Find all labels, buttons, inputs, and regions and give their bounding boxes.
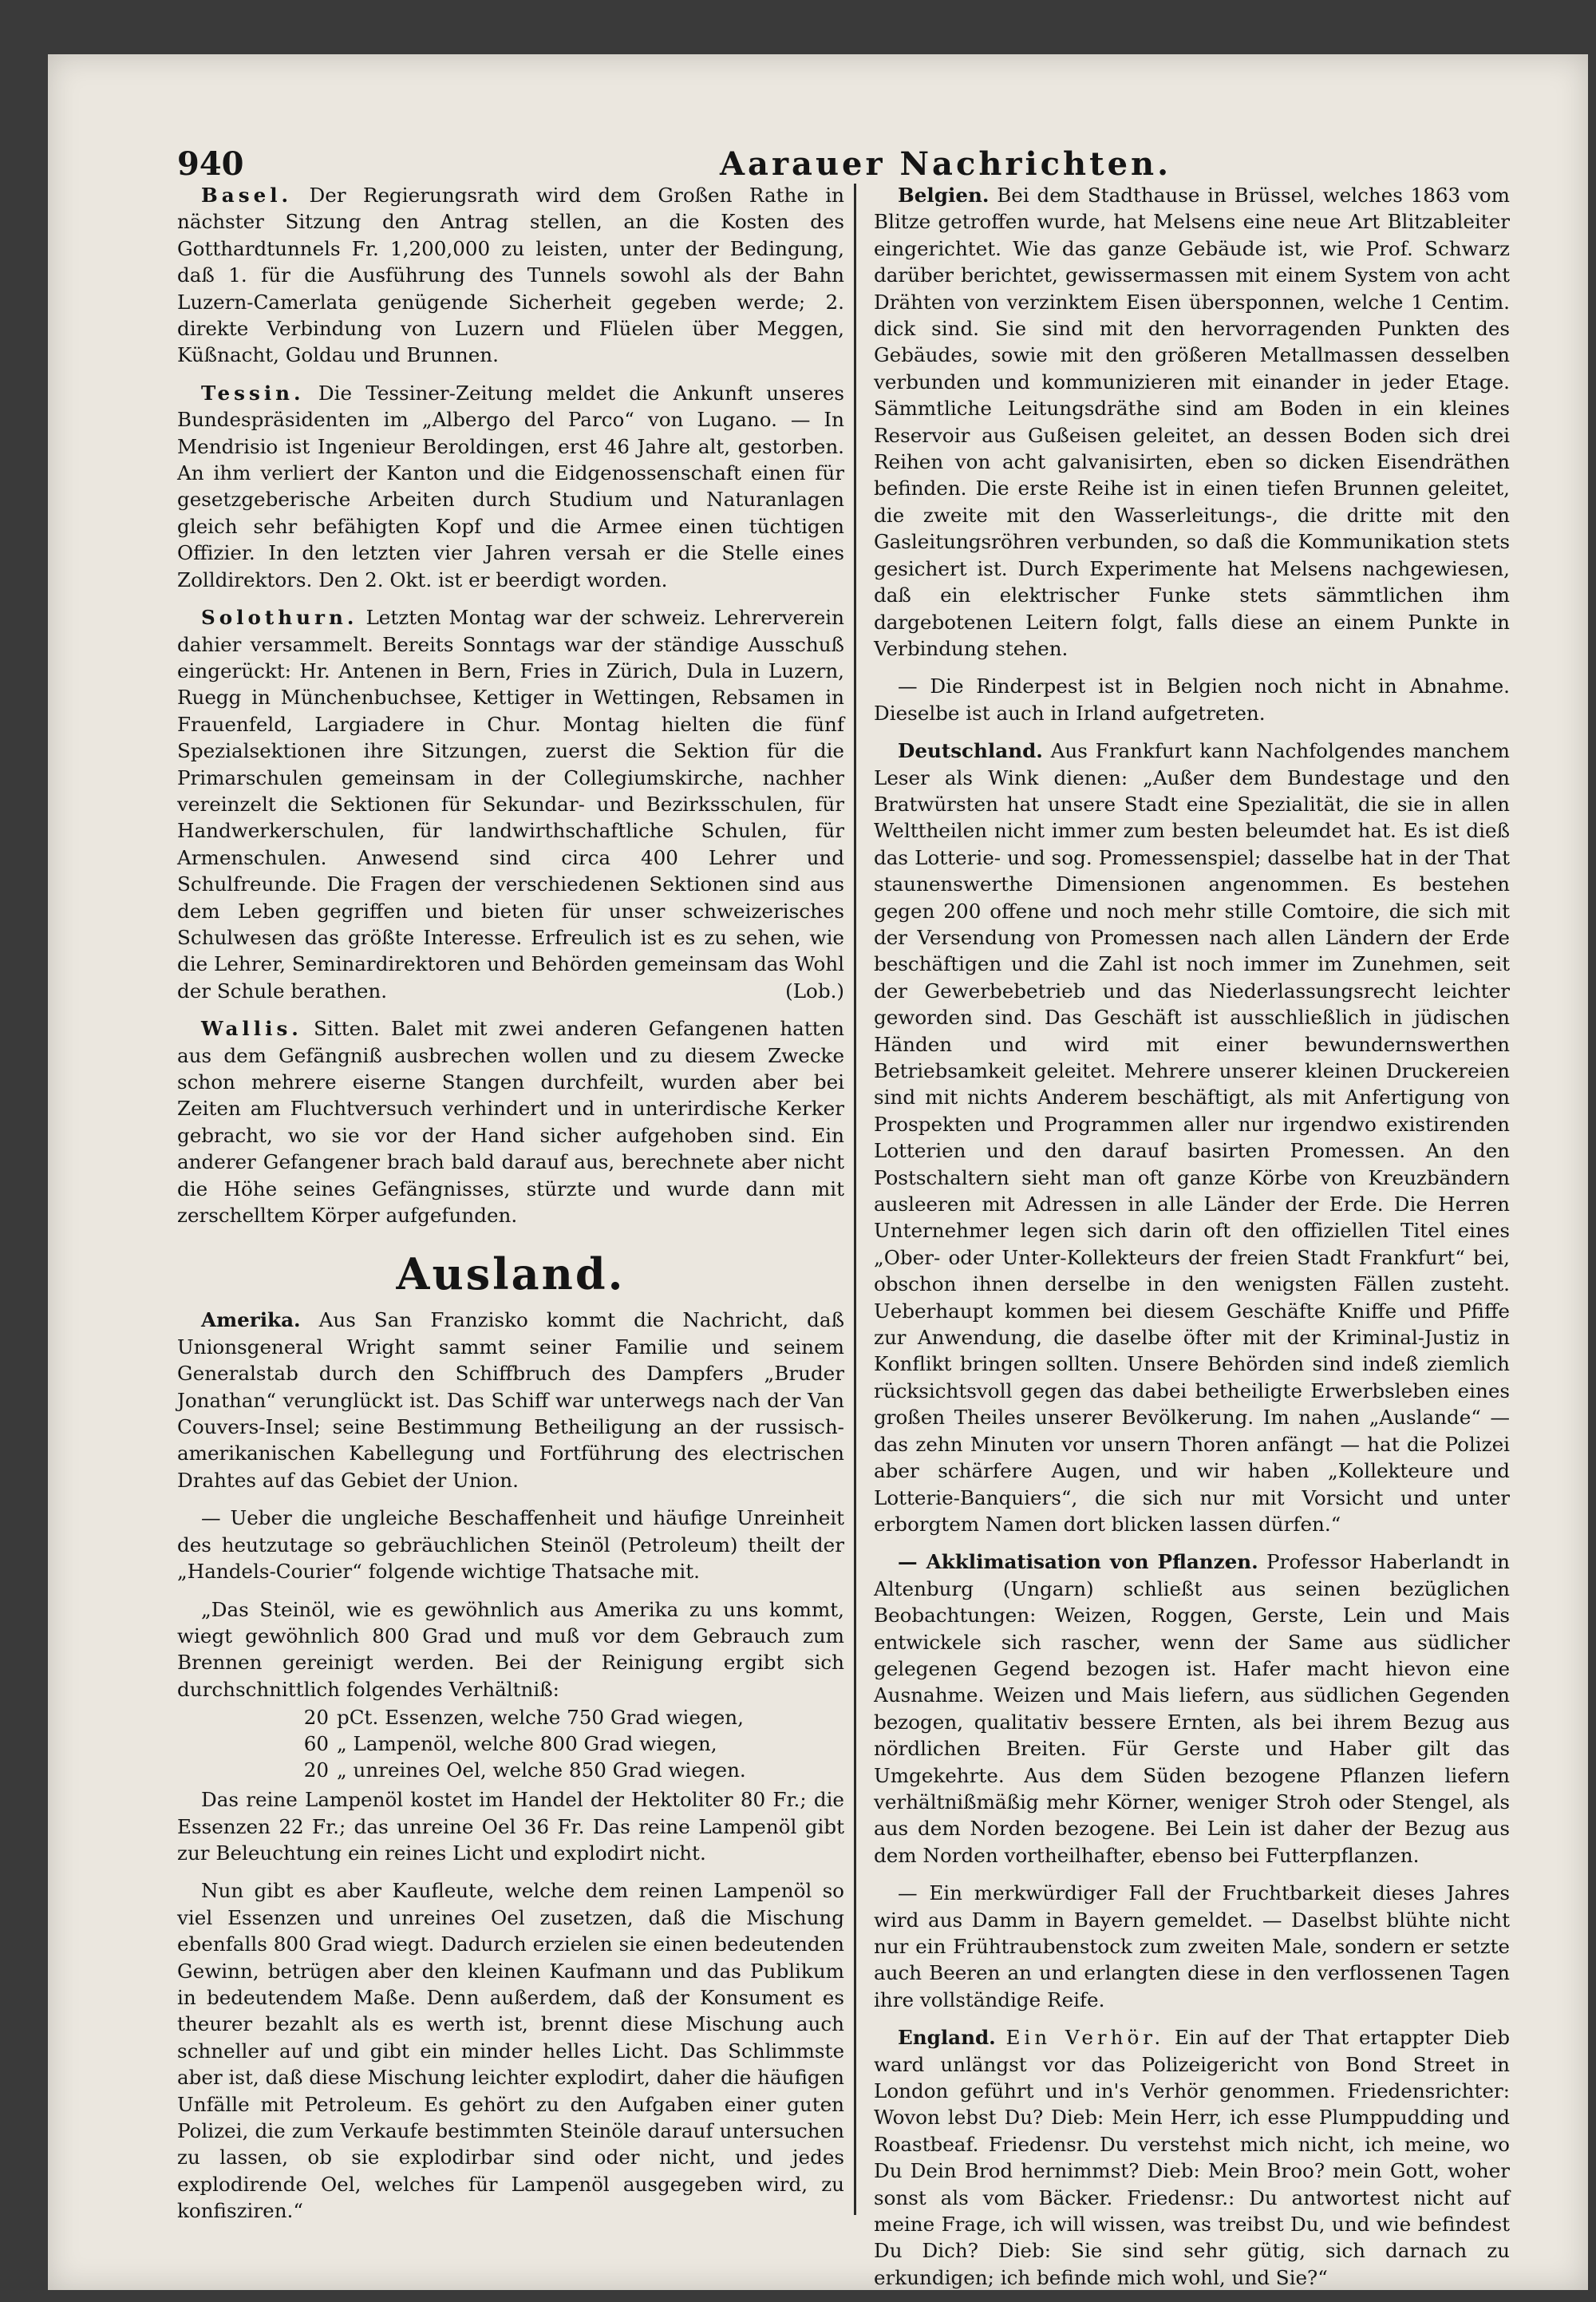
- table-row: [273, 1730, 754, 1757]
- ratio-label: pCt. Essenzen, welche 750 Grad wiegen,: [337, 1706, 744, 1730]
- article-basel: [177, 182, 844, 369]
- article-subtitle: Ein Verhör.: [1005, 2026, 1165, 2050]
- ratio-label: „ Lampenöl, welche 800 Grad wiegen,: [337, 1732, 717, 1756]
- article-steinoel-price: Das reine Lampenöl kostet im Handel der Hektoliter 80 Fr.; die Essenzen 22 Fr.; das unreine Oel 36 Fr. Das reine Lampenöl gibt zur Beleuchtung ein reines Licht und explodirt nicht.: [177, 1788, 844, 1865]
- article-steinoel-conclusion: Nun gibt es aber Kaufleute, welche dem reinen Lampenöl so viel Essenzen und unreines Oel zusetzen, daß die Mischung ebenfalls 800 Grad wiegt. Dadurch erzielen sie einen bedeutenden Gewinn, betrügen aber den kleinen Kaufmann und das Publikum in bedeutendem Maße. Denn außerdem, daß der Konsument es theurer bezahlt als es werth ist, brennt diese Mischung auch schneller auf und gibt ein minder helles Licht. Das Schlimmste aber ist, daß diese Mischung leichter explodirt, daher die häufigen Unfälle mit Petroleum. Es gehört zu den Aufgaben einer guten Polizei, die zum Verkaufe bestimmten Steinöle darauf untersuchen zu lassen, ob sie explodirbar sind oder nicht, und jedes explodirende Oel, welches für Lampenöl ausgegeben wird, zu konfisziren.“: [177, 1879, 844, 2223]
- article-solothurn: [177, 604, 844, 1004]
- article-text: Aus Frankfurt kann Nachfolgendes manchem Leser als Wink dienen: „Außer dem Bundestage und den Bratwürsten hat unsere Stadt eine Spezialität, die sie in allen Welttheilen nicht immer zum besten beleumdet hat. Es ist dieß das Lotterie- und sog. Promessenspiel; dasselbe hat in der That staunenswerthe Dimensionen angenommen. Es bestehen gegen 200 offene und noch mehr stille Comtoire, die sich mit der Versendung von Promessen nach allen Ländern der Erde beschäftigen und die Zahl ist noch immer im Zunehmen, seit der Gewerbebetrieb und das Niederlassungsrecht leichter geworden sind. Das Geschäft ist ausschließlich in jüdischen Händen und wird mit einer bewundernswerthen Betriebsamkeit geleitet. Mehrere unserer kleinen Druckereien sind mit nichts Anderem beschäftigt, als mit Anfertigung von Prospekten und Programmen aller nur irgendwo existirenden Lotterien und den darauf basirten Promessen. An den Postschaltern sieht man oft ganze Körbe von Kreuzbändern ausleeren mit Adressen in alle Länder der Erde. Die Herren Unternehmer legen sich darin oft den offiziellen Titel eines „Ober- oder Unter-Kollekteurs der freien Stadt Frankfurt“ bei, obschon ihnen derselbe in den wenigsten Fällen zusteht. Ueberhaupt kommen bei diesem Geschäfte Kniffe und Pfiffe zur Anwendung, die daselbe öfter mit der Kriminal-Justiz in Konflikt bringen sollten. Unsere Behörden sind indeß ziemlich rücksichtsvoll gegen das dabei betheiligte Erwerbsleben eines großen Theiles unserer Bevölkerung. Im nahen „Auslande“ — das zehn Minuten vor unsern Thoren anfängt — hat die Polizei aber schärfere Augen, und wir haben „Kollekteure und Lotterie-Banquiers“, die sich nur mit Vorsicht und unter erborgtem Namen dort blicken lassen dürfen.“: [874, 739, 1510, 1536]
- table-row: [273, 1704, 754, 1730]
- article-place: Belgien.: [898, 184, 990, 207]
- article-deutschland: [874, 738, 1510, 1537]
- column-divider: [854, 184, 856, 2215]
- steinoel-ratio-table: [273, 1704, 754, 1783]
- article-place: England.: [898, 2026, 996, 2050]
- article-place: Basel.: [201, 184, 293, 207]
- right-column: [874, 182, 1510, 2302]
- ratio-value: 60: [303, 1732, 329, 1756]
- article-text: Der Regierungsrath wird dem Großen Rathe in nächster Sitzung den Antrag stellen, an die Kosten des Gotthardtunnels Fr. 1,200,000 zu leisten, unter der Bedingung, daß 1. für die Ausführung des Tunnels sowohl als der Bahn Luzern-Camerlata genügende Sicherheit gegeben werde; 2. direkte Verbindung von Luzern und Flüelen über Meggen, Küßnacht, Goldau und Brunnen.: [177, 184, 845, 367]
- article-lead: — Akklimatisation von Pflanzen.: [898, 1550, 1258, 1574]
- article-place: Amerika.: [201, 1308, 301, 1332]
- article-england: [874, 2024, 1510, 2291]
- article-place: Solothurn.: [201, 606, 358, 630]
- ratio-label: „ unreines Oel, welche 850 Grad wiegen.: [337, 1758, 746, 1782]
- article-akklimatisation: [874, 1549, 1510, 1869]
- article-text: Die Tessiner-Zeitung meldet die Ankunft unseres Bundespräsidenten im „Albergo del Parco“ von Lugano. — In Mendrisio ist Ingenieur Beroldingen, erst 46 Jahre alt, gestorben. An ihm verliert der Kanton und die Eidgenossenschaft einen für gesetzgeberische Arbeiten durch Studium und Naturanlagen gleich sehr befähigten Kopf und die Armee einen tüchtigen Offizier. In den letzten vier Jahren versah er die Stelle eines Zolldirektors. Den 2. Okt. ist er beerdigt worden.: [177, 381, 844, 591]
- article-fruchtbarkeit: — Ein merkwürdiger Fall der Fruchtbarkeit dieses Jahres wird aus Damm in Bayern gemeldet. — Daselbst blühte nicht nur ein Frühtraubenstock zum zweiten Male, sondern er setzte auch Beeren an und erlangten diese in den verflossenen Tagen ihre vollständige Reife.: [874, 1881, 1510, 2011]
- article-text: Professor Haberlandt in Altenburg (Ungarn) schließt aus seinen bezüglichen Beobachtungen: Weizen, Roggen, Gerste, Lein und Mais entwickele sich rascher, wenn der Same aus südlicher gelegenen Gegend bezogen ist. Hafer macht hievon eine Ausnahme. Weizen und Mais liefern, aus südlichen Gegenden bezogen, qualitativ bessere Ernten, als bei ihrem Bezug aus nördlichen Breiten. Für Gerste und Haber gilt das Umgekehrte. Aus dem Süden bezogene Pflanzen liefern verhältnißmäßig mehr Körner, weniger Stroh oder Stengel, als aus dem Norden bezogene. Bei Lein ist daher der Bezug aus dem Norden vortheilhafter, ebenso bei Futterpflanzen.: [874, 1550, 1510, 1867]
- section-heading-ausland: Ausland.: [396, 1248, 626, 1300]
- article-source: (Lob.): [785, 979, 844, 1003]
- ratio-value: 20: [303, 1758, 329, 1782]
- article-text: Sitten. Balet mit zwei anderen Gefangenen hatten aus dem Gefängniß ausbrechen wollen und zu diesem Zwecke schon mehrere eiserne Stangen durchfeilt, wurden aber bei Zeiten am Fluchtversuch verhindert und in unterirdische Kerker gebracht, wo sie vor der Hand sicher aufgehoben sind. Ein anderer Gefangener brach bald darauf aus, berechnete aber nicht die Höhe seines Gefängnisses, stürzte und wurde dann mit zerschelltem Körper aufgefunden.: [177, 1017, 844, 1228]
- article-rinderpest: — Die Rinderpest ist in Belgien noch nicht in Abnahme. Dieselbe ist auch in Irland aufgetreten.: [874, 674, 1510, 725]
- table-row: [273, 1757, 754, 1783]
- article-text: Bei dem Stadthause in Brüssel, welches 1863 vom Blitze getroffen wurde, hat Melsens eine neue Art Blitzableiter eingerichtet. Wie das ganze Gebäude ist, wie Prof. Schwarz darüber berichtet, gewissermassen mit einem System von acht Drähten von verzinktem Eisen übersponnen, welche 1 Centim. dick sind. Sie sind mit den hervorragenden Punkten des Gebäudes, sowie mit den größeren Metallmassen desselben verbunden und kommunizieren mit einander in jeder Etage. Sämmtliche Leitungsdräthe sind am Boden in ein kleines Reservoir aus Gußeisen geleitet, an dessen Boden sich drei Reihen von acht galvanisirten, eben so dicken Eisendräthen befinden. Die erste Reihe ist in einen tiefen Brunnen geleitet, die zweite mit den Wasserleitungs-, die dritte mit den Gasleitungsröhren verbunden, so daß die Kommunikation stets gesichert ist. Durch Experimente hat Melsens nachgewiesen, daß ein elektrischer Funke stets sämmtlichen ihm dargebotenen Leitern folgt, falls diese an einem Punkte in Verbindung stehen.: [874, 184, 1510, 660]
- left-column: [177, 182, 844, 2236]
- page-number: 940: [177, 145, 244, 183]
- article-wallis: [177, 1015, 844, 1228]
- article-place: Deutschland.: [898, 739, 1043, 763]
- article-amerika: [177, 1307, 844, 1493]
- newspaper-title: Aarauer Nachrichten.: [720, 145, 1172, 183]
- article-text: Ein auf der That ertappter Dieb ward unlängst vor das Polizeigericht von Bond Street in London geführt und in's Verhör genommen. Friedensrichter: Wovon lebst Du? Dieb: Mein Herr, ich esse Plumppudding und Roastbeaf. Friedensr. Du verstehst mich nicht, ich meine, wo Du Dein Brod hernimmst? Dieb: Mein Broo? mein Gott, woher sonst als vom Bäcker. Friedensr.: Du antwortest nicht auf meine Frage, ich will wissen, was treibst Du, und wie befindest Du Dich? Dieb: Sie sind sehr gütig, sich darnach zu erkundigen; ich befinde mich wohl, und Sie?“: [874, 2026, 1510, 2289]
- article-text: Aus San Franzisko kommt die Nachricht, daß Unionsgeneral Wright sammt seiner Familie und seinem Generalstab durch den Schiffbruch des Dampfers „Bruder Jonathan“ verunglückt ist. Das Schiff war unterwegs nach der Van Couvers-Insel; seine Bestimmung Betheiligung an der russisch-amerikanischen Kabellegung und Fortführung des electrischen Drahtes auf das Gebiet der Union.: [177, 1308, 844, 1492]
- ratio-value: 20: [303, 1706, 329, 1730]
- article-tessin: [177, 380, 844, 593]
- article-place: Wallis.: [201, 1017, 302, 1041]
- article-text: Letzten Montag war der schweiz. Lehrerverein dahier versammelt. Bereits Sonntags war der ständige Ausschuß eingerückt: Hr. Antenen in Bern, Fries in Zürich, Dula in Luzern, Ruegg in Münchenbuchsee, Kettiger in Wettingen, Rebsamen in Frauenfeld, Largiadere in Chur. Montag hielten die fünf Spezialsektionen ihre Sitzungen, zuerst die Sektion für die Primarschulen gemeinsam in der Collegiumskirche, nachher vereinzelt die Sektionen für Sekundar- und Bezirksschulen, für Handwerkerschulen, für landwirthschaftliche Schulen, für Armenschulen. Anwesend sind circa 400 Lehrer und Schulfreunde. Die Fragen der verschiedenen Sektionen sind aus dem Leben gegriffen und bieten für unser schweizerisches Schulwesen das größte Interesse. Erfreulich ist es zu sehen, wie die Lehrer, Seminardirektoren und Behörden gemeinsam das Wohl der Schule berathen.: [177, 606, 844, 1003]
- article-steinoel-quote: „Das Steinöl, wie es gewöhnlich aus Amerika zu uns kommt, wiegt gewöhnlich 800 Grad und muß vor dem Gebrauch zum Brennen gereinigt werden. Bei der Reinigung ergibt sich durchschnittlich folgendes Verhältniß:: [177, 1597, 844, 1701]
- article-steinoel-intro: — Ueber die ungleiche Beschaffenheit und häufige Unreinheit des heutzutage so gebräuchlichen Steinöl (Petroleum) theilt der „Handels-Courier“ folgende wichtige Thatsache mit.: [177, 1506, 844, 1584]
- article-place: Tessin.: [201, 381, 305, 405]
- article-belgien: [874, 182, 1510, 662]
